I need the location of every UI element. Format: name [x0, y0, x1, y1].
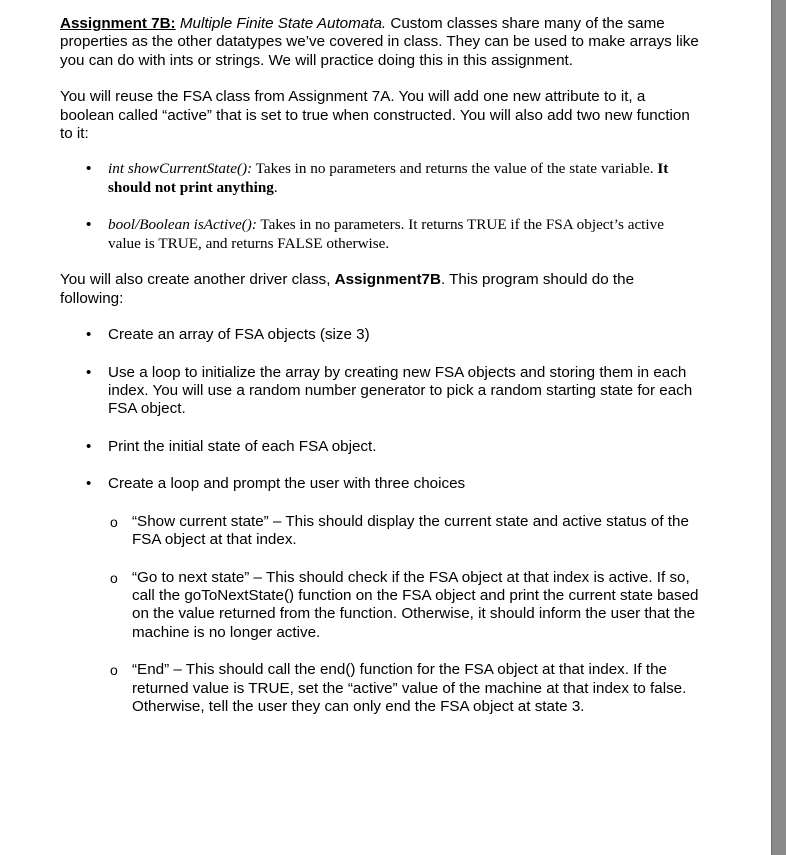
intro-text: Custom classes share many of the same properties as the other datatypes we’ve covered in class. They can be used to make arrays like you can do with ints or strings. We will practice doing this in this assignment. — [60, 15, 699, 69]
document-content — [60, 15, 700, 735]
choice-text: “Go to next state” – This should check if the FSA object at that index is active. If so, call the goToNextState() function on the FSA object and print the current state based on the value returned from the function. Otherwise, it should inform the user that the machine is no longer active. — [132, 568, 699, 641]
choice-item — [108, 661, 700, 716]
step-item — [60, 475, 700, 716]
step-text: Print the initial state of each FSA object. — [108, 437, 377, 455]
open-bullet-icon: o — [110, 662, 118, 679]
driver-prefix: You will also create another driver class, — [60, 271, 335, 289]
step-item — [60, 326, 700, 344]
choice-item — [108, 569, 700, 643]
step-text: Use a loop to initialize the array by creating new FSA objects and storing them in each index. You will use a random number generator to pick a random starting state for each FSA object. — [108, 363, 693, 418]
bullet-icon: • — [86, 216, 92, 234]
function-note-end: . — [273, 179, 278, 197]
choice-text: “Show current state” – This should display the current state and active status of the FSA object at that index. — [132, 512, 689, 549]
intro-paragraph — [60, 15, 700, 70]
step-item — [60, 438, 700, 456]
function-description: Takes in no parameters. It returns TRUE if the FSA object’s active value is TRUE, and returns FALSE otherwise. — [108, 216, 664, 253]
step-item — [60, 364, 700, 419]
choice-item — [108, 513, 700, 550]
function-description: Takes in no parameters and returns the value of the state variable. — [252, 160, 658, 178]
reuse-paragraph: You will reuse the FSA class from Assignment 7A. You will add one new attribute to it, a boolean called “active” that is set to true when constructed. You will also add two new function to it: — [60, 88, 690, 143]
function-item — [60, 159, 700, 197]
step-text: Create a loop and prompt the user with three choices — [108, 475, 466, 493]
function-signature: bool/Boolean isActive(): — [108, 216, 257, 234]
function-signature: int showCurrentState(): — [108, 160, 253, 178]
bullet-icon: • — [86, 437, 92, 455]
choice-text: “End” – This should call the end() function for the FSA object at that index. If the returned value is TRUE, set the “active” value of the machine at that index to false. Otherwise, tell the user they can only end the FSA object at state 3. — [132, 661, 687, 715]
function-list — [60, 159, 700, 253]
steps-list — [60, 326, 700, 716]
driver-paragraph — [60, 271, 700, 308]
function-item — [60, 215, 700, 253]
bullet-icon: • — [86, 475, 92, 493]
open-bullet-icon: o — [110, 513, 118, 530]
bullet-icon: • — [86, 363, 92, 381]
open-bullet-icon: o — [110, 569, 118, 586]
bullet-icon: • — [86, 326, 92, 344]
assignment-title: Assignment 7B: — [60, 15, 176, 32]
bullet-icon: • — [86, 160, 92, 178]
choices-list — [108, 513, 700, 717]
driver-class-name: Assignment7B — [334, 271, 441, 289]
scrollbar-strip[interactable] — [771, 0, 786, 855]
function-note: It should not print anything — [108, 160, 669, 197]
step-text: Create an array of FSA objects (size 3) — [108, 326, 370, 344]
driver-suffix: . This program should do the following: — [60, 271, 635, 307]
assignment-subtitle: Multiple Finite State Automata. — [179, 15, 387, 32]
